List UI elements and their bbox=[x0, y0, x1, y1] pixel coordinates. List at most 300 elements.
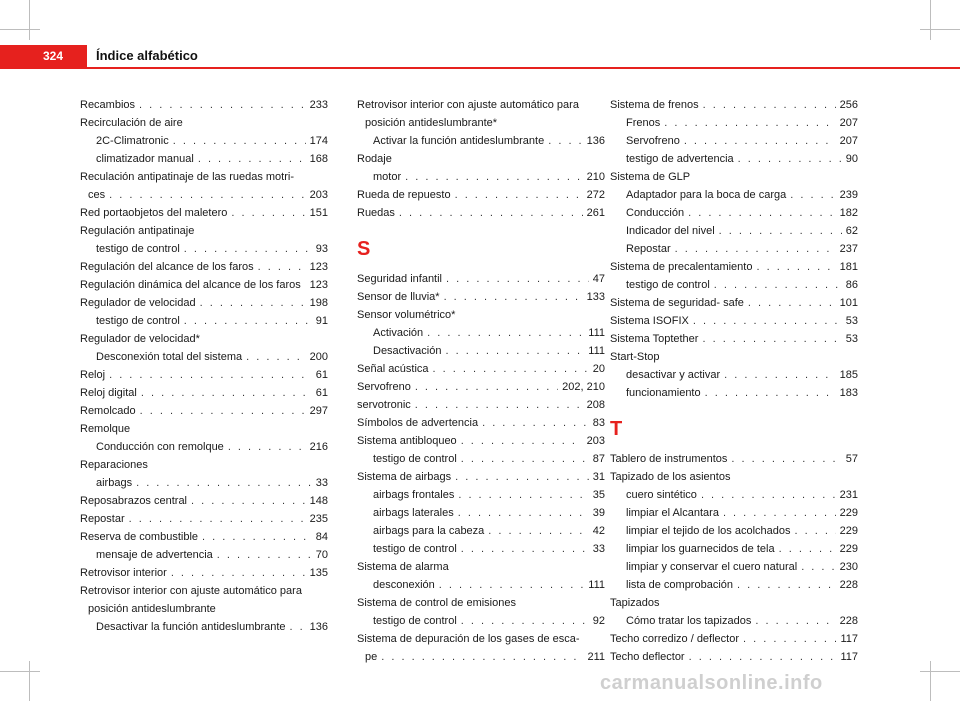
index-subentry bbox=[610, 522, 858, 540]
page-reference: 229 bbox=[839, 525, 858, 537]
page-reference: 233 bbox=[309, 99, 328, 111]
page-number: 324 bbox=[43, 49, 64, 63]
entry-label: Reserva de combustible bbox=[80, 531, 199, 543]
index-subentry bbox=[80, 132, 328, 150]
page-reference: 33 bbox=[592, 543, 605, 555]
index-subentry bbox=[80, 312, 328, 330]
dot-leader bbox=[129, 510, 306, 528]
dot-leader bbox=[231, 204, 305, 222]
entry-label: funcionamiento bbox=[626, 387, 701, 399]
index-entry bbox=[610, 294, 858, 312]
page-reference: 203 bbox=[586, 435, 605, 447]
entry-label: Sistema Toptether bbox=[610, 333, 699, 345]
dot-leader bbox=[184, 240, 312, 258]
index-heading: Reculación antipatinaje de las ruedas motri- bbox=[80, 171, 295, 183]
entry-label: testigo de control bbox=[373, 615, 457, 627]
dot-leader bbox=[801, 558, 835, 576]
entry-label: limpiar los guarnecidos de tela bbox=[626, 543, 775, 555]
entry-label: Techo corredizo / deflector bbox=[610, 633, 740, 645]
index-subentry bbox=[357, 612, 605, 630]
dot-leader bbox=[433, 360, 589, 378]
index-subentry bbox=[80, 546, 328, 564]
page-reference: 200 bbox=[309, 351, 328, 363]
dot-leader bbox=[136, 474, 312, 492]
dot-leader bbox=[200, 294, 306, 312]
page-reference: 123 bbox=[309, 261, 328, 273]
index-subentry bbox=[357, 132, 605, 150]
index-entry bbox=[80, 402, 328, 420]
entry-label: Sistema de seguridad- safe bbox=[610, 297, 744, 309]
page-reference: 207 bbox=[839, 135, 858, 147]
page-reference: 111 bbox=[588, 579, 605, 591]
index-subentry bbox=[610, 558, 858, 576]
page-reference: 20 bbox=[592, 363, 605, 375]
dot-leader bbox=[693, 312, 842, 330]
entry-label: limpiar y conservar el cuero natural bbox=[626, 561, 798, 573]
page-reference: 47 bbox=[592, 273, 605, 285]
dot-leader bbox=[415, 378, 558, 396]
crop-mark bbox=[930, 0, 931, 40]
entry-label: Regulación del alcance de los faros bbox=[80, 261, 254, 273]
index-entry bbox=[80, 186, 328, 204]
crop-mark bbox=[930, 661, 931, 701]
header-underline bbox=[29, 67, 960, 69]
page-reference: 136 bbox=[309, 621, 328, 633]
dot-leader bbox=[461, 540, 589, 558]
page-reference: 239 bbox=[839, 189, 858, 201]
page-reference: 86 bbox=[845, 279, 858, 291]
index-heading: Sistema de control de emisiones bbox=[357, 597, 516, 609]
index-subentry bbox=[610, 186, 858, 204]
index-subentry bbox=[610, 384, 858, 402]
dot-leader bbox=[258, 258, 306, 276]
index-heading: Retrovisor interior con ajuste automático para bbox=[357, 99, 579, 111]
index-subentry bbox=[610, 504, 858, 522]
dot-leader bbox=[246, 348, 306, 366]
dot-leader bbox=[756, 258, 835, 276]
index-subentry bbox=[610, 576, 858, 594]
page-reference: 272 bbox=[586, 189, 605, 201]
index-subentry bbox=[357, 342, 605, 360]
page-reference: 111 bbox=[588, 327, 605, 339]
index-column-2 bbox=[357, 96, 605, 666]
entry-label: desconexión bbox=[373, 579, 435, 591]
entry-label: Remolcado bbox=[80, 405, 136, 417]
page-reference: 231 bbox=[839, 489, 858, 501]
index-subentry bbox=[357, 450, 605, 468]
entry-label: Conducción con remolque bbox=[96, 441, 224, 453]
page-reference: 35 bbox=[592, 489, 605, 501]
index-subentry bbox=[610, 114, 858, 132]
dot-leader bbox=[684, 132, 836, 150]
entry-label: Servofreno bbox=[626, 135, 680, 147]
entry-label: mensaje de advertencia bbox=[96, 549, 213, 561]
dot-leader bbox=[461, 612, 589, 630]
index-heading: Tapizados bbox=[610, 597, 660, 609]
index-subentry bbox=[357, 540, 605, 558]
page-reference: 229 bbox=[839, 507, 858, 519]
entry-label: Conducción bbox=[626, 207, 685, 219]
dot-leader bbox=[482, 414, 589, 432]
page-reference: 91 bbox=[315, 315, 328, 327]
index-subentry bbox=[357, 324, 605, 342]
page-reference: 228 bbox=[839, 615, 858, 627]
page-reference: 181 bbox=[839, 261, 858, 273]
page-reference: 70 bbox=[315, 549, 328, 561]
entry-label: Repostar bbox=[626, 243, 671, 255]
dot-leader bbox=[724, 366, 835, 384]
dot-leader bbox=[427, 324, 584, 342]
dot-leader bbox=[703, 96, 836, 114]
page-reference: 87 bbox=[592, 453, 605, 465]
index-entry bbox=[80, 384, 328, 402]
index-subentry bbox=[610, 366, 858, 384]
header-title-bar bbox=[87, 45, 960, 69]
index-entry bbox=[80, 204, 328, 222]
entry-label: Frenos bbox=[626, 117, 661, 129]
dot-leader bbox=[705, 384, 836, 402]
entry-label: Sistema de frenos bbox=[610, 99, 699, 111]
page-reference: 53 bbox=[845, 333, 858, 345]
index-subentry bbox=[610, 204, 858, 222]
entry-label: climatizador manual bbox=[96, 153, 194, 165]
dot-leader bbox=[109, 186, 306, 204]
page-reference: 207 bbox=[839, 117, 858, 129]
dot-leader bbox=[171, 564, 306, 582]
index-heading: Reparaciones bbox=[80, 459, 148, 471]
dot-leader bbox=[455, 468, 589, 486]
entry-label: Adaptador para la boca de carga bbox=[626, 189, 787, 201]
entry-label: Repostar bbox=[80, 513, 125, 525]
entry-label: Activación bbox=[373, 327, 424, 339]
index-entry bbox=[80, 96, 328, 114]
index-subentry bbox=[80, 474, 328, 492]
dot-leader bbox=[173, 132, 306, 150]
page-reference: 83 bbox=[592, 417, 605, 429]
dot-leader bbox=[446, 270, 589, 288]
dot-leader bbox=[737, 576, 836, 594]
index-entry bbox=[357, 378, 605, 396]
page-reference: 92 bbox=[592, 615, 605, 627]
index-subentry bbox=[610, 132, 858, 150]
page-reference: 208 bbox=[586, 399, 605, 411]
entry-label: Símbolos de advertencia bbox=[357, 417, 479, 429]
entry-label: Recambios bbox=[80, 99, 136, 111]
page-reference: 174 bbox=[309, 135, 328, 147]
entry-label: testigo de advertencia bbox=[626, 153, 734, 165]
dot-leader bbox=[719, 222, 842, 240]
dot-leader bbox=[444, 288, 583, 306]
index-subentry bbox=[610, 276, 858, 294]
dot-leader bbox=[702, 330, 841, 348]
entry-label: cuero sintético bbox=[626, 489, 697, 501]
dot-leader bbox=[191, 492, 306, 510]
dot-leader bbox=[714, 276, 842, 294]
index-subentry bbox=[610, 150, 858, 168]
dot-leader bbox=[548, 132, 582, 150]
index-subentry bbox=[357, 504, 605, 522]
section-letter: S bbox=[357, 238, 371, 260]
index-heading-continued: posición antideslumbrante bbox=[88, 603, 216, 615]
dot-leader bbox=[748, 294, 836, 312]
entry-label: airbags para la cabeza bbox=[373, 525, 485, 537]
entry-label: desactivar y activar bbox=[626, 369, 721, 381]
page-reference: 101 bbox=[839, 297, 858, 309]
dot-leader bbox=[688, 204, 836, 222]
index-subentry bbox=[80, 618, 328, 636]
dot-leader bbox=[723, 504, 836, 522]
index-subentry bbox=[610, 612, 858, 630]
entry-label: lista de comprobación bbox=[626, 579, 734, 591]
page-reference: 111 bbox=[588, 345, 605, 357]
page-reference: 202, 210 bbox=[562, 381, 605, 393]
index-entry bbox=[80, 294, 328, 312]
dot-leader bbox=[458, 504, 589, 522]
entry-label: Sistema ISOFIX bbox=[610, 315, 689, 327]
page-reference: 185 bbox=[839, 369, 858, 381]
page-reference: 229 bbox=[839, 543, 858, 555]
entry-label: testigo de control bbox=[96, 243, 180, 255]
page-reference: 237 bbox=[839, 243, 858, 255]
dot-leader bbox=[109, 366, 312, 384]
entry-label: Red portaobjetos del maletero bbox=[80, 207, 228, 219]
page-reference: 53 bbox=[845, 315, 858, 327]
index-entry bbox=[610, 450, 858, 468]
index-subentry bbox=[357, 168, 605, 186]
index-column-1 bbox=[80, 96, 328, 636]
dot-leader bbox=[217, 546, 312, 564]
page-reference: 61 bbox=[315, 369, 328, 381]
page-reference: 123 bbox=[309, 279, 328, 291]
index-heading: Sistema de GLP bbox=[610, 171, 691, 183]
index-heading: Regulación antipatinaje bbox=[80, 225, 195, 237]
index-heading: Sistema de depuración de los gases de esca- bbox=[357, 633, 580, 645]
entry-label: Seguridad infantil bbox=[357, 273, 443, 285]
index-entry bbox=[357, 204, 605, 222]
index-entry bbox=[610, 630, 858, 648]
index-entry bbox=[357, 288, 605, 306]
dot-leader bbox=[455, 186, 583, 204]
index-entry bbox=[80, 564, 328, 582]
page-reference: 182 bbox=[839, 207, 858, 219]
entry-label: motor bbox=[373, 171, 402, 183]
page-reference: 151 bbox=[309, 207, 328, 219]
crop-mark bbox=[29, 661, 30, 701]
page-title: Índice alfabético bbox=[96, 48, 198, 63]
index-entry bbox=[80, 510, 328, 528]
dot-leader bbox=[198, 150, 306, 168]
dot-leader bbox=[731, 450, 841, 468]
index-subentry bbox=[80, 150, 328, 168]
entry-label: airbags bbox=[96, 477, 133, 489]
dot-leader bbox=[202, 528, 312, 546]
entry-label: Sistema de airbags bbox=[357, 471, 452, 483]
entry-label: Reloj digital bbox=[80, 387, 137, 399]
entry-label: ces bbox=[88, 189, 106, 201]
entry-label: Tablero de instrumentos bbox=[610, 453, 728, 465]
crop-mark bbox=[920, 671, 960, 672]
page-reference: 168 bbox=[309, 153, 328, 165]
page-reference: 84 bbox=[315, 531, 328, 543]
index-entry bbox=[610, 312, 858, 330]
dot-leader bbox=[790, 186, 835, 204]
entry-label: airbags frontales bbox=[373, 489, 455, 501]
page-reference: 256 bbox=[839, 99, 858, 111]
entry-label: Desactivación bbox=[373, 345, 442, 357]
entry-label: Ruedas bbox=[357, 207, 395, 219]
entry-label: Reposabrazos central bbox=[80, 495, 188, 507]
index-heading: Sensor volumétrico* bbox=[357, 309, 456, 321]
page-reference: 136 bbox=[586, 135, 605, 147]
page-reference: 31 bbox=[592, 471, 605, 483]
page-reference: 297 bbox=[309, 405, 328, 417]
index-heading-continued: posición antideslumbrante* bbox=[365, 117, 498, 129]
page-reference: 198 bbox=[309, 297, 328, 309]
dot-leader bbox=[228, 438, 306, 456]
index-heading: Rodaje bbox=[357, 153, 392, 165]
index-entry bbox=[357, 360, 605, 378]
watermark: carmanualsonline.info bbox=[600, 672, 823, 694]
entry-label: testigo de control bbox=[373, 543, 457, 555]
dot-leader bbox=[405, 168, 583, 186]
entry-label: Retrovisor interior bbox=[80, 567, 167, 579]
index-entry bbox=[357, 432, 605, 450]
page-reference: 210 bbox=[586, 171, 605, 183]
dot-leader bbox=[439, 576, 584, 594]
entry-label: Techo deflector bbox=[610, 651, 685, 663]
entry-label: Regulación dinámica del alcance de los faros bbox=[80, 279, 301, 291]
dot-leader bbox=[755, 612, 835, 630]
entry-label: Sistema de precalentamiento bbox=[610, 261, 753, 273]
dot-leader bbox=[461, 450, 589, 468]
index-entry bbox=[357, 414, 605, 432]
index-entry bbox=[80, 492, 328, 510]
index-subentry bbox=[357, 486, 605, 504]
page-reference: 211 bbox=[587, 651, 605, 663]
index-entry bbox=[357, 648, 605, 666]
dot-leader bbox=[794, 522, 835, 540]
dot-leader bbox=[381, 648, 583, 666]
index-entry bbox=[357, 270, 605, 288]
page-reference: 135 bbox=[309, 567, 328, 579]
page-reference: 62 bbox=[845, 225, 858, 237]
index-subentry bbox=[610, 486, 858, 504]
entry-label: Desactivar la función antideslumbrante bbox=[96, 621, 286, 633]
page-reference: 93 bbox=[315, 243, 328, 255]
index-heading: Sistema de alarma bbox=[357, 561, 449, 573]
page-reference: 203 bbox=[309, 189, 328, 201]
entry-label: 2C-Climatronic bbox=[96, 135, 169, 147]
page-header bbox=[0, 45, 960, 69]
index-entry bbox=[610, 258, 858, 276]
entry-label: airbags laterales bbox=[373, 507, 454, 519]
index-entry bbox=[610, 330, 858, 348]
entry-label: servotronic bbox=[357, 399, 411, 411]
dot-leader bbox=[141, 384, 312, 402]
entry-label: limpiar el tejido de los acolchados bbox=[626, 525, 791, 537]
index-heading: Regulador de velocidad* bbox=[80, 333, 200, 345]
dot-leader bbox=[184, 312, 312, 330]
index-subentry bbox=[357, 522, 605, 540]
index-subentry bbox=[610, 240, 858, 258]
entry-label: Sensor de lluvia* bbox=[357, 291, 440, 303]
page-reference: 235 bbox=[309, 513, 328, 525]
page-reference: 33 bbox=[315, 477, 328, 489]
index-heading: Retrovisor interior con ajuste automático para bbox=[80, 585, 302, 597]
index-entry bbox=[610, 648, 858, 666]
index-subentry bbox=[357, 576, 605, 594]
index-entry bbox=[610, 96, 858, 114]
index-heading: Recirculación de aire bbox=[80, 117, 183, 129]
dot-leader bbox=[461, 432, 583, 450]
entry-label: Activar la función antideslumbrante bbox=[373, 135, 545, 147]
page-reference: 183 bbox=[839, 387, 858, 399]
entry-label: Servofreno bbox=[357, 381, 411, 393]
dot-leader bbox=[488, 522, 588, 540]
index-subentry bbox=[610, 222, 858, 240]
page-reference: 216 bbox=[309, 441, 328, 453]
page-reference: 148 bbox=[309, 495, 328, 507]
dot-leader bbox=[738, 150, 842, 168]
index-subentry bbox=[80, 438, 328, 456]
page-reference: 117 bbox=[840, 651, 858, 663]
page-reference: 230 bbox=[839, 561, 858, 573]
entry-label: Indicador del nivel bbox=[626, 225, 715, 237]
index-entry bbox=[80, 366, 328, 384]
crop-mark bbox=[29, 0, 30, 40]
index-entry bbox=[80, 528, 328, 546]
index-subentry bbox=[80, 348, 328, 366]
entry-label: Rueda de repuesto bbox=[357, 189, 451, 201]
page-reference: 117 bbox=[840, 633, 858, 645]
entry-label: Reloj bbox=[80, 369, 106, 381]
entry-label: Desconexión total del sistema bbox=[96, 351, 243, 363]
index-column-3 bbox=[610, 96, 858, 666]
entry-label: limpiar el Alcantara bbox=[626, 507, 719, 519]
section-letter: T bbox=[610, 418, 623, 440]
dot-leader bbox=[664, 114, 835, 132]
page-reference: 39 bbox=[592, 507, 605, 519]
dot-leader bbox=[779, 540, 836, 558]
page-reference: 57 bbox=[845, 453, 858, 465]
entry-label: Regulador de velocidad bbox=[80, 297, 196, 309]
dot-leader bbox=[399, 204, 583, 222]
entry-label: pe bbox=[365, 651, 378, 663]
dot-leader bbox=[458, 486, 588, 504]
dot-leader bbox=[445, 342, 584, 360]
index-heading: Tapizado de los asientos bbox=[610, 471, 731, 483]
page-reference: 228 bbox=[839, 579, 858, 591]
index-entry bbox=[357, 468, 605, 486]
entry-label: testigo de control bbox=[626, 279, 710, 291]
dot-leader bbox=[415, 396, 583, 414]
entry-label: testigo de control bbox=[373, 453, 457, 465]
index-subentry bbox=[80, 240, 328, 258]
entry-label: Señal acústica bbox=[357, 363, 429, 375]
dot-leader bbox=[290, 618, 306, 636]
entry-label: testigo de control bbox=[96, 315, 180, 327]
crop-mark bbox=[920, 29, 960, 30]
index-entry bbox=[357, 396, 605, 414]
index-entry bbox=[357, 186, 605, 204]
crop-mark bbox=[0, 29, 40, 30]
page-reference: 261 bbox=[586, 207, 605, 219]
index-entry bbox=[80, 258, 328, 276]
dot-leader bbox=[140, 402, 306, 420]
entry-label: Sistema antibloqueo bbox=[357, 435, 457, 447]
index-entry bbox=[80, 276, 328, 294]
crop-mark bbox=[0, 671, 40, 672]
